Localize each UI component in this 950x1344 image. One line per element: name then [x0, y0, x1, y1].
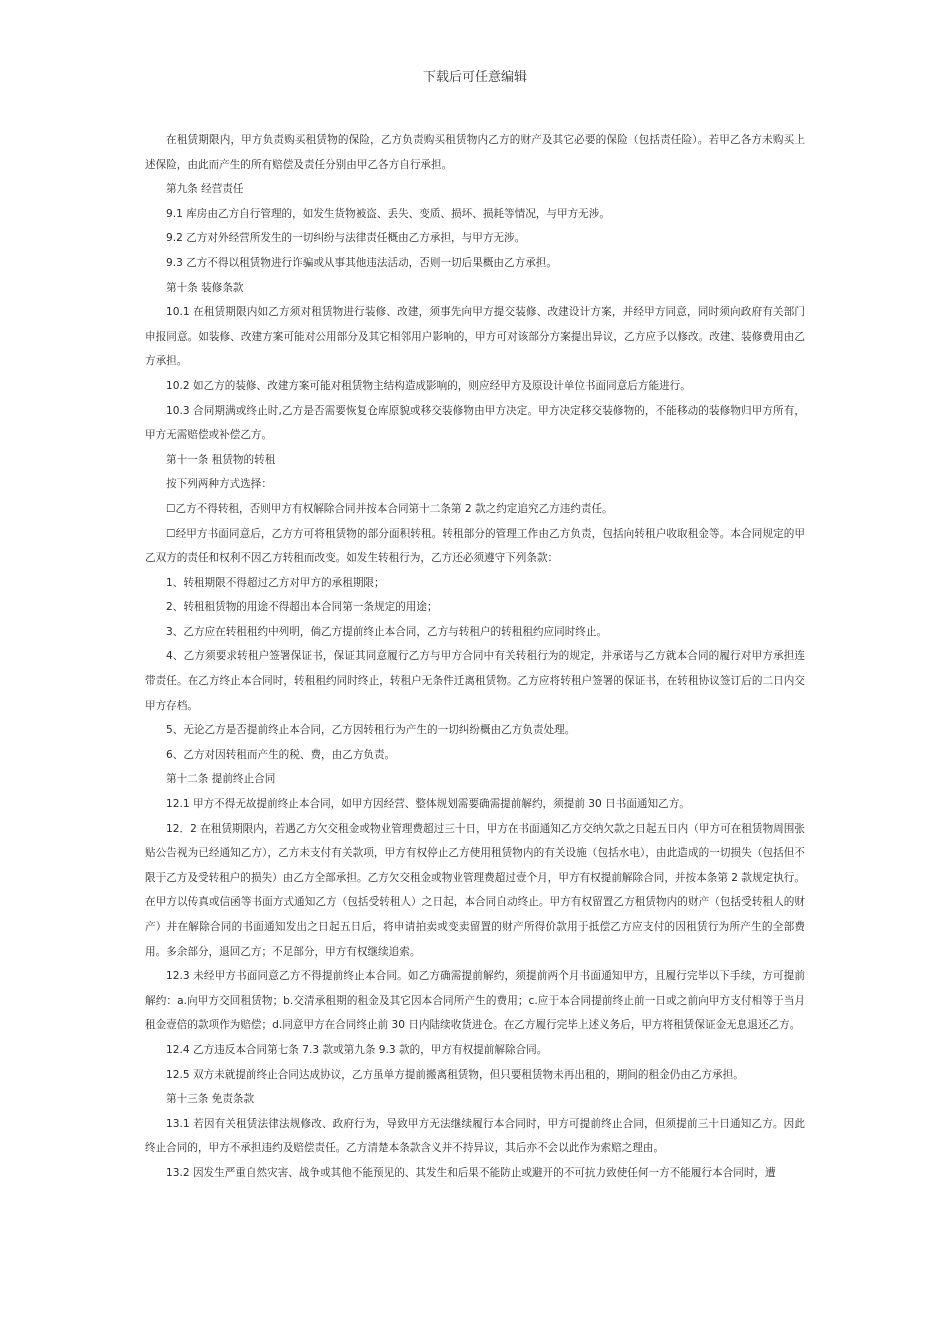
page-header: 下载后可任意编辑	[422, 70, 527, 85]
sublease-item-2: 2、转租租赁物的用途不得超出本合同第一条规定的用途；	[166, 601, 438, 614]
sublease-item-4: 4、乙方须要求转租户签署保证书，保证其同意履行乙方与甲方合同中有关转租行为的规定，并承诺与乙方就本合同的履行对甲方承担连带责任。在乙方终止本合同时，转租租约同时终止，转租户无条件迁离租赁物。乙方应将转租户签署的保证书，在转租协议签订后的二日内交甲方存档。	[145, 650, 805, 712]
article-13-heading: 第十三条 免责条款	[166, 1093, 255, 1106]
clause-10-1: 10.1 在租赁期限内如乙方须对租赁物进行装修、改建，须事先向甲方提交装修、改建设计方案，并经甲方同意，同时须向政府有关部门申报同意。如装修、改建方案可能对公用部分及其它相邻用户影响的，甲方可对该部分方案提出异议，乙方应予以修改。改建、装修费用由乙方承担。	[145, 306, 805, 368]
paragraph-insurance: 在租赁期限内，甲方负责购买租赁物的保险，乙方负责购买租赁物内乙方的财产及其它必要的保险（包括责任险）。若甲乙各方未购买上述保险，由此而产生的所有赔偿及责任分别由甲乙各方自行承担。	[145, 134, 805, 171]
clause-12-4: 12.4 乙方违反本合同第七条 7.3 款或第九条 9.3 款的，甲方有权提前解除合同。	[166, 1043, 548, 1056]
sublease-item-3: 3、乙方应在转租租约中列明，倘乙方提前终止本合同，乙方与转租户的转租租约应同时终止。	[166, 625, 608, 638]
article-10-heading: 第十条 装修条款	[166, 281, 244, 294]
clause-13-1: 13.1 若因有关租赁法律法规修改、政府行为，导致甲方无法继续履行本合同时，甲方可提前终止合同，但须提前三十日通知乙方。因此终止合同的，甲方不承担违约及赔偿责任。乙方清楚本条款含义并不持异议，其后亦不会以此作为索赔之理由。	[145, 1117, 805, 1155]
clause-12-1: 12.1 甲方不得无故提前终止本合同，如甲方因经营、整体规划需要确需提前解约，须提前 30 日书面通知乙方。	[166, 798, 690, 811]
clause-9-3: 9.3 乙方不得以租赁物进行诈骗或从事其他违法活动，否则一切后果概由乙方承担。	[166, 256, 557, 269]
option-sublease-allowed: ☐经甲方书面同意后，乙方方可将租赁物的部分面积转租。转租部分的管理工作由乙方负责，包括向转租户收取租金等。本合同规定的甲乙双方的责任和权利不因乙方转租而改变。如发生转租行为，乙方还必须遵守下列条款：	[145, 527, 805, 565]
choice-intro: 按下列两种方式选择：	[166, 478, 272, 491]
clause-13-2: 13.2 因发生严重自然灾害、战争或其他不能预见的、其发生和后果不能防止或避开的不可抗力致使任何一方不能履行本合同时，遭	[166, 1166, 776, 1179]
clause-12-2: 12．2 在租赁期限内，若遇乙方欠交租金或物业管理费超过三十日，甲方在书面通知乙方交纳欠款之日起五日内（甲方可在租赁物周围张贴公告视为已经通知乙方），乙方未支付有关款项，甲方有权停止乙方使用租赁物内的有关设施（包括水电），由此造成的一切损失（包括但不限于乙方及受转租户的损失）由乙方全部承担。乙方欠交租金或物业管理费超过壹个月，甲方有权提前解除合同，并按本条第 2 款规定执行。在甲方以传真或信函等书面方式通知乙方（包括受转租人）之日起，本合同自动终止。甲方有权留置乙方租赁物内的财产（包括受转租人的财产）并在解除合同的书面通知发出之日起五日后，将申请拍卖或变卖留置的财产所得价款用于抵偿乙方应支付的因租赁行为所产生的全部费用。多余部分，退回乙方；不足部分，甲方有权继续追索。	[145, 822, 805, 958]
option-no-sublease: ☐乙方不得转租，否则甲方有权解除合同并按本合同第十二条第 2 款之约定追究乙方违约责任。	[166, 502, 613, 515]
sublease-item-1: 1、转租期限不得超过乙方对甲方的承租期限；	[166, 576, 385, 589]
clause-12-5: 12.5 双方未就提前终止合同达成协议，乙方虽单方提前搬离租赁物，但只要租赁物未再出租的，期间的租金仍由乙方承担。	[166, 1068, 744, 1081]
sublease-item-5: 5、无论乙方是否提前终止本合同，乙方因转租行为产生的一切纠纷概由乙方负责处理。	[166, 724, 576, 737]
clause-9-2: 9.2 乙方对外经营所发生的一切纠纷与法律责任概由乙方承担，与甲方无涉。	[166, 232, 526, 245]
article-11-heading: 第十一条 租赁物的转租	[166, 453, 276, 466]
sublease-item-6: 6、乙方对因转租而产生的税、费，由乙方负责。	[166, 748, 396, 761]
article-9-heading: 第九条 经营责任	[166, 183, 244, 196]
clause-10-3: 10.3 合同期满或终止时,乙方是否需要恢复仓库原貌或移交装修物由甲方决定。甲方决定移交装修物的，不能移动的装修物归甲方所有，甲方无需赔偿或补偿乙方。	[145, 404, 805, 442]
article-12-heading: 第十二条 提前终止合同	[166, 773, 276, 786]
clause-10-2: 10.2 如乙方的装修、改建方案可能对租赁物主结构造成影响的，则应经甲方及原设计单位书面同意后方能进行。	[166, 379, 691, 392]
document-body	[145, 128, 805, 1186]
clause-9-1: 9.1 库房由乙方自行管理的，如发生货物被盗、丢失、变质、损坏、损耗等情况，与甲方无涉。	[166, 207, 610, 220]
clause-12-3: 12.3 未经甲方书面同意乙方不得提前终止本合同。如乙方确需提前解约，须提前两个月书面通知甲方，且履行完毕以下手续，方可提前解约：a.向甲方交回租赁物；b.交清承租期的租金及其它因本合同所产生的费用；c.应于本合同提前终止前一日或之前向甲方支付相等于当月租金壹倍的款项作为赔偿；d.同意甲方在合同终止前 30 日内陆续收货进仓。在乙方履行完毕上述义务后，甲方将租赁保证金无息退还乙方。	[145, 970, 805, 1032]
